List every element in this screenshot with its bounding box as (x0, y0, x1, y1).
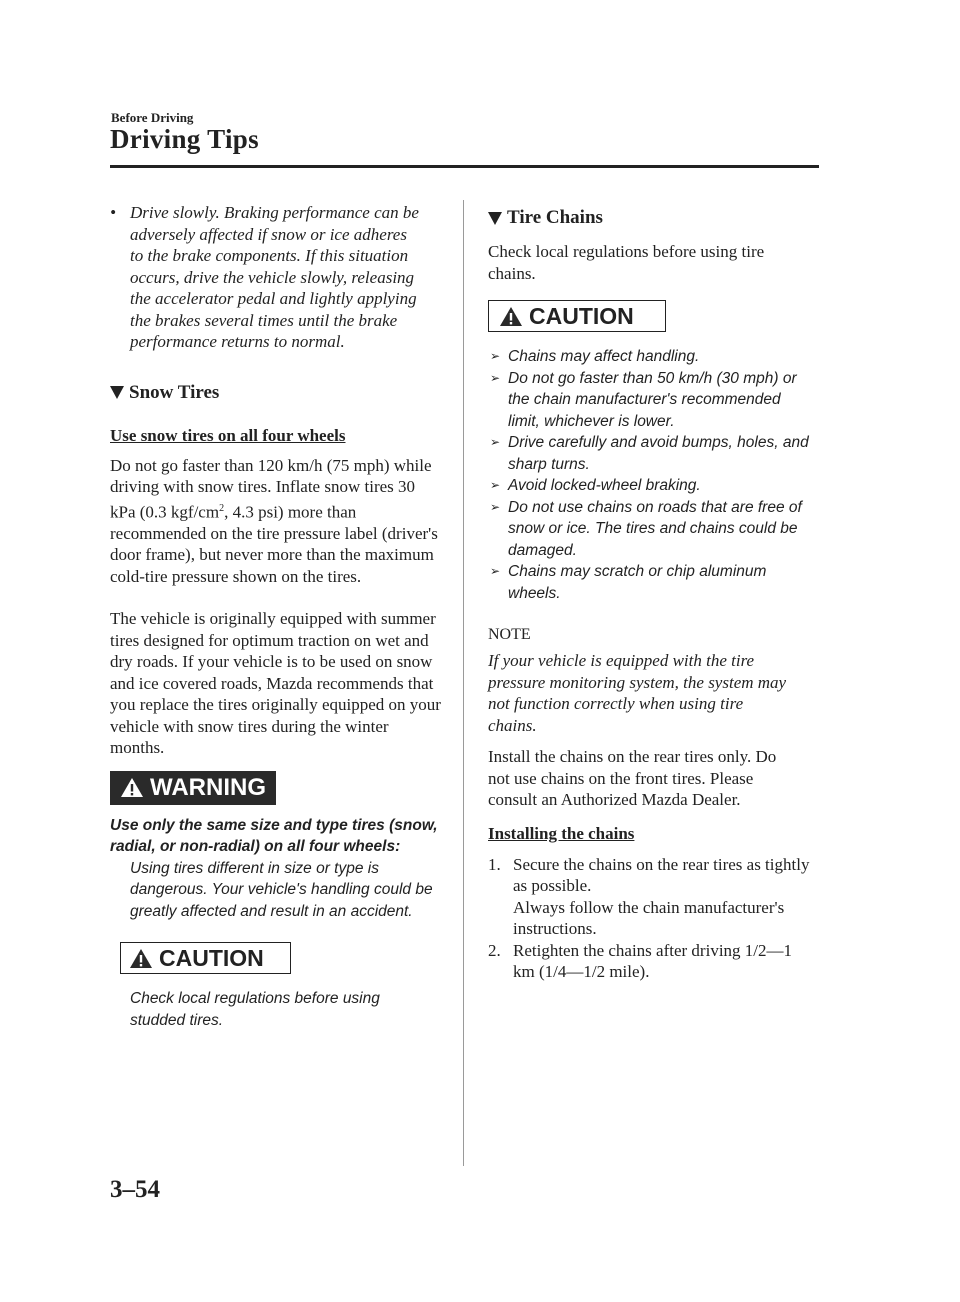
step-line-1: Retighten the chains after driving 1/2—1 km (1/4—1/2 mile). (513, 940, 793, 981)
page-number: 3–54 (110, 1176, 160, 1203)
para1-part-a: Do not go faster than 120 km/h (75 mph) while driving with snow tires. Inflate snow tires 30 kPa (0.3 kgf/cm (110, 455, 432, 522)
para1-superscript: 2 (219, 502, 225, 514)
section-label: Before Driving (111, 110, 194, 125)
caution-badge (120, 942, 291, 974)
chevron-right-icon: ➢ (490, 370, 501, 385)
list-item: ➢ Avoid locked-wheel braking. (488, 475, 823, 497)
tire-chains-heading (488, 207, 823, 229)
left-column (110, 202, 450, 1031)
triangle-down-icon (488, 212, 502, 225)
bullet-item (110, 202, 450, 353)
chapter-title: Driving Tips (110, 124, 259, 154)
studded-caution-box (110, 942, 450, 1031)
list-item: ➢ Chains may affect handling. (488, 346, 823, 368)
snow-tires-heading-text: Snow Tires (129, 381, 220, 403)
warning-triangle-icon (120, 777, 144, 798)
step-line-1: Secure the chains on the rear tires as tightly as possible. (513, 854, 810, 895)
chains-caution-list (488, 346, 823, 604)
bullet-dot: • (110, 203, 116, 222)
warning-label: WARNING (150, 773, 266, 801)
warning-box (110, 771, 450, 923)
note-body: If your vehicle is equipped with the tire pressure monitoring system, the system may not function correctly when using tire chains. (488, 651, 787, 735)
warning-body: Using tires different in size or type is dangerous. Your vehicle's handling could be greatly affected and result in an accident. (130, 859, 433, 920)
list-item: ➢ Do not go faster than 50 km/h (30 mph) or the chain manufacturer's recommended limit, whichever is lower. (490, 369, 797, 430)
install-text: Install the chains on the rear tires only. Do not use chains on the front tires. Please consult an Authorized Mazda Dealer. (488, 747, 777, 809)
tire-chains-heading-text: Tire Chains (507, 207, 603, 228)
list-item: ➢ Drive carefully and avoid bumps, holes, and sharp turns. (490, 434, 809, 473)
caution-body: Check local regulations before using studded tires. (130, 990, 380, 1029)
tire-chains-intro: Check local regulations before using tire chains. (488, 242, 765, 283)
right-column (488, 202, 823, 983)
step-number: 1. (488, 854, 501, 874)
triangle-down-icon (110, 386, 124, 399)
steps-list (488, 854, 823, 983)
caution-triangle-icon (499, 306, 523, 327)
note-label: NOTE (488, 626, 531, 643)
installing-subheading: Installing the chains (488, 823, 635, 843)
bullet-text: Drive slowly. Braking performance can be adversely affected if snow or ice adheres to the brake components. If this situation occurs, drive the vehicle slowly, releasing the accelerator pedal and lightly applying the brakes several times until the brake performance returns to normal. (130, 203, 419, 351)
snow-tires-heading (110, 382, 450, 404)
snow-tires-paragraph-2: The vehicle is originally equipped with summer tires designed for optimum traction on wet and dry roads. If your vehicle is to be used on snow and ice covered roads, Mazda recommends that you replace the tires originally equipped on your vehicle with snow tires during the winter months. (110, 609, 441, 758)
list-item: ➢ Do not use chains on roads that are free of snow or ice. The tires and chains could be damaged. (490, 498, 802, 559)
para1-part-b: , 4.3 psi) more than recommended on the tire pressure label (driver's door frame), but never more than the maximum cold-tire pressure shown on the tires. (110, 502, 438, 586)
chains-caution-label: CAUTION (529, 302, 634, 329)
column-divider (463, 200, 464, 1166)
list-item (488, 854, 813, 940)
chevron-right-icon: ➢ (490, 478, 501, 492)
snow-tires-subheading: Use snow tires on all four wheels (110, 425, 346, 445)
header-rule (110, 165, 819, 168)
list-item (488, 940, 803, 983)
chevron-right-icon: ➢ (490, 564, 501, 578)
chevron-right-icon: ➢ (490, 499, 501, 514)
warning-lead: Use only the same size and type tires (snow, radial, or non-radial) on all four wheels: (110, 816, 438, 856)
list-item: ➢ Chains may scratch or chip aluminum wheels. (490, 563, 767, 602)
chevron-right-icon: ➢ (490, 349, 501, 363)
chevron-right-icon: ➢ (490, 435, 501, 449)
chains-caution-badge (488, 300, 666, 332)
caution-triangle-icon (129, 948, 153, 969)
step-line-2: Always follow the chain manufacturer's instructions. (513, 897, 785, 938)
step-number: 2. (488, 940, 501, 960)
caution-label: CAUTION (159, 944, 264, 971)
snow-tires-paragraph-1 (110, 455, 442, 588)
warning-badge (110, 771, 276, 805)
